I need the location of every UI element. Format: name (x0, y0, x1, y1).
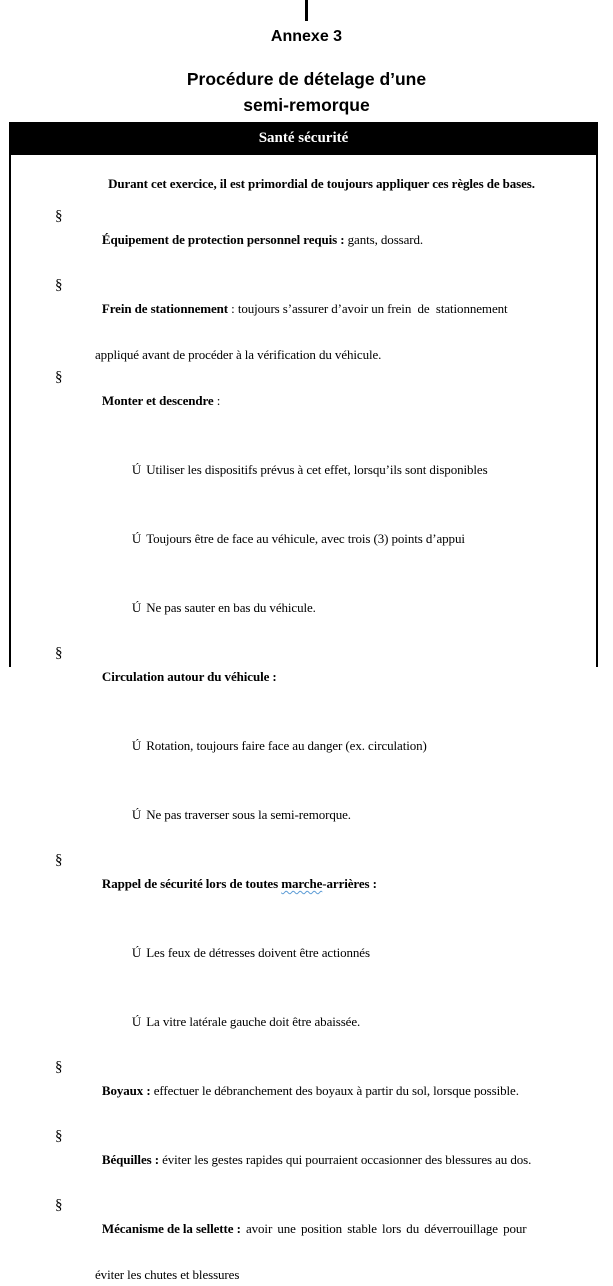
sub-rule-face-vehicule (11, 504, 596, 573)
rule-frein-text: : toujours s’assurer d’avoir un frein de stationnement (228, 301, 508, 316)
arrow-bullet: Ú (131, 945, 142, 960)
sub-rule-rotation (11, 711, 596, 780)
rule-bequilles-text: éviter les gestes rapides qui pourraient occasionner des blessures au dos. (158, 1152, 532, 1167)
rule-boyaux (11, 1056, 596, 1125)
sub-rule-text: Ne pas sauter en bas du véhicule. (146, 600, 316, 615)
arrow-bullet: Ú (131, 462, 142, 477)
arrow-bullet: Ú (131, 807, 142, 822)
section-bullet: § (55, 369, 63, 385)
sub-rule-text: Les feux de détresses doivent être actionnés (146, 945, 370, 960)
rule-frein-continuation: appliqué avant de procéder à la vérification du véhicule. (95, 347, 382, 362)
safety-rules-box (9, 122, 598, 1282)
sub-rule-text: Toujours être de face au véhicule, avec trois (3) points d’appui (146, 531, 465, 546)
document-title (0, 66, 613, 118)
document-title-line2: semi-remorque (243, 95, 370, 115)
rule-mecanisme-text: avoir une position stable lors du déverrouillage pour (240, 1221, 527, 1236)
rule-monter-lead: Monter et descendre (101, 393, 214, 408)
document-title-line1: Procédure de dételage d’une (186, 69, 427, 89)
sub-rule-text: La vitre latérale gauche doit être abaissée. (146, 1014, 361, 1029)
section-bullet: § (55, 277, 63, 293)
section-bullet: § (55, 1059, 63, 1075)
arrow-bullet: Ú (131, 738, 142, 753)
rule-monter (11, 366, 596, 435)
rule-bequilles-lead: Béquilles : (101, 1152, 159, 1167)
sub-rule-text: Ne pas traverser sous la semi-remorque. (146, 807, 351, 822)
rule-frein-lead: Frein de stationnement (101, 301, 229, 316)
rule-bequilles (11, 1125, 596, 1194)
spellcheck-underlined-word: marche (281, 876, 323, 891)
section-bullet: § (55, 208, 63, 224)
sub-rule-vitre-laterale (11, 987, 596, 1056)
banner-sante-securite: Santé sécurité (11, 122, 596, 155)
intro-statement: Durant cet exercice, il est primordial de toujours appliquer ces règles de bases. (108, 176, 535, 191)
rule-frein (11, 274, 596, 343)
arrow-bullet: Ú (131, 531, 142, 546)
rule-rappel (11, 849, 596, 918)
rule-rappel-lead-pre: Rappel de sécurité lors de toutes (101, 876, 282, 891)
rule-mecanisme (11, 1194, 596, 1263)
section-bullet: § (55, 1197, 63, 1213)
rule-monter-text: : (213, 393, 221, 408)
page-top-tick-line (305, 0, 308, 21)
rule-equipement-text: gants, dossard. (344, 232, 424, 247)
rule-equipement (11, 205, 596, 274)
sub-rule-ne-pas-sauter (11, 573, 596, 642)
rule-boyaux-lead: Boyaux : (101, 1083, 151, 1098)
section-bullet: § (55, 852, 63, 868)
sub-rule-text: Rotation, toujours faire face au danger (ex. circulation) (146, 738, 427, 753)
rule-circulation (11, 642, 596, 711)
rule-mecanisme-continuation: éviter les chutes et blessures (95, 1267, 240, 1282)
section-bullet: § (55, 1128, 63, 1144)
arrow-bullet: Ú (131, 1014, 142, 1029)
section-bullet: § (55, 645, 63, 661)
sub-rule-ne-pas-traverser (11, 780, 596, 849)
sub-rule-feux-detresse (11, 918, 596, 987)
arrow-bullet: Ú (131, 600, 142, 615)
rule-equipement-lead: Équipement de protection personnel requis : (101, 232, 345, 247)
rule-mecanisme-lead: Mécanisme de la sellette : (101, 1221, 241, 1236)
rule-boyaux-text: effectuer le débranchement des boyaux à partir du sol, lorsque possible. (150, 1083, 519, 1098)
safety-box-content (11, 155, 596, 1286)
annexe-heading: Annexe 3 (270, 28, 343, 45)
rule-rappel-lead-post: -arrières : (322, 876, 377, 891)
rule-circulation-lead: Circulation autour du véhicule : (101, 669, 277, 684)
sub-rule-text: Utiliser les dispositifs prévus à cet effet, lorsqu’ils sont disponibles (146, 462, 488, 477)
sub-rule-dispositifs (11, 435, 596, 504)
